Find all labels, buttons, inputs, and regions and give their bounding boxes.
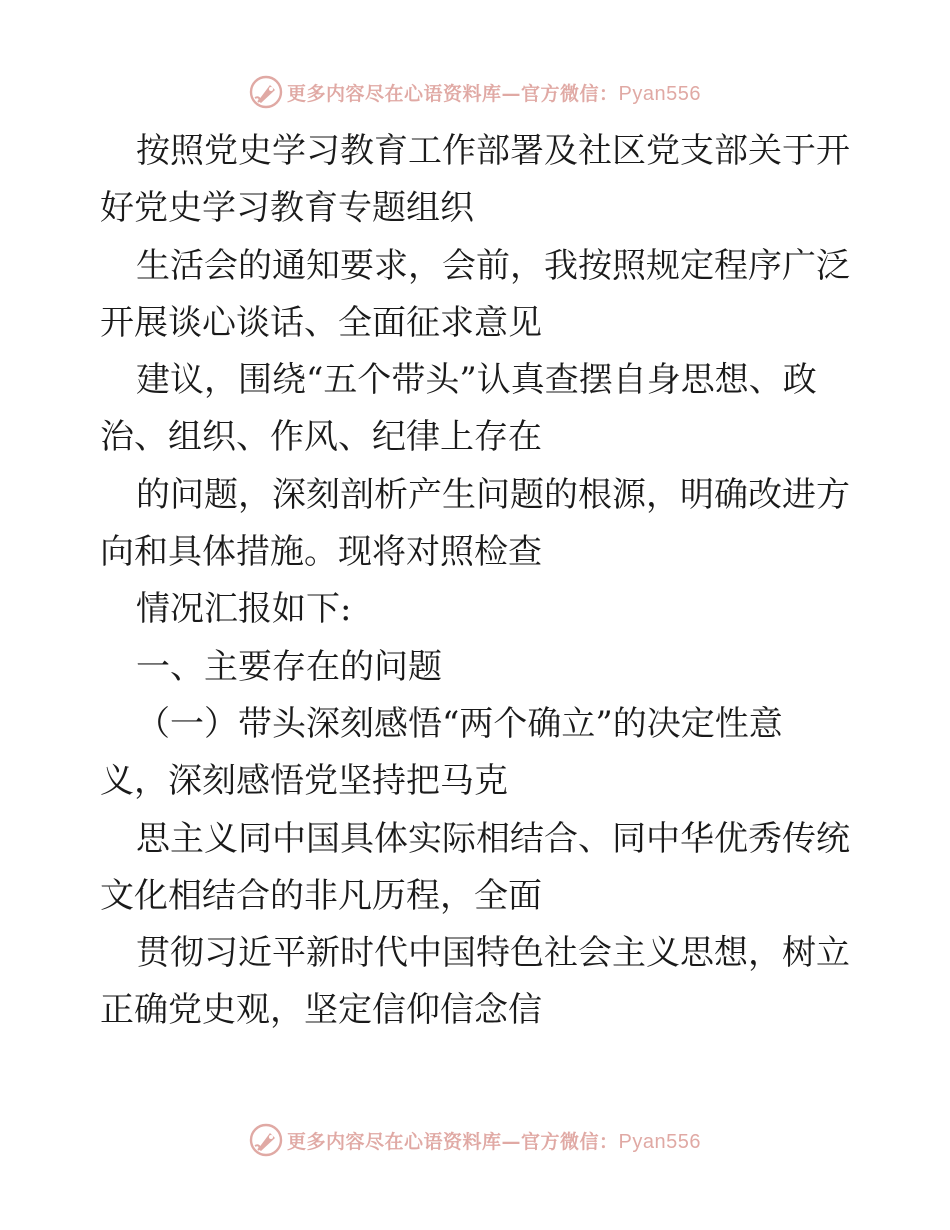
text-line: 贯彻习近平新时代中国特色社会主义思想，树立 [136, 933, 850, 974]
text-line: 一、主要存在的问题 [136, 646, 442, 687]
footer-watermark-banner [0, 1120, 950, 1160]
text-line: 建议，围绕“五个带头”认真查摆自身思想、政 [136, 360, 817, 401]
text-line: 正确党史观，坚定信仰信念信 [100, 990, 542, 1031]
watermark-text [287, 79, 701, 106]
watermark-wechat-id: Pyan556 [618, 82, 701, 105]
text-line: 生活会的通知要求，会前，我按照规定程序广泛 [136, 245, 850, 286]
watermark-wechat-id: Pyan556 [618, 1130, 701, 1153]
text-line: 向和具体措施。现将对照检查 [100, 532, 542, 573]
text-line: 治、组织、作风、纪律上存在 [100, 417, 542, 458]
text-line: 情况汇报如下: [136, 589, 352, 630]
text-line: （一）带头深刻感悟“两个确立”的决定性意 [136, 703, 783, 744]
watermark-text [287, 1127, 701, 1154]
text-line: 文化相结合的非凡历程，全面 [100, 875, 542, 916]
watermark-text-cn: 更多内容尽在心语资料库—官方微信： [287, 1130, 619, 1153]
document-body [100, 123, 860, 1040]
text-line: 开展谈心谈话、全面征求意见 [100, 302, 542, 343]
text-line: 义，深刻感悟党坚持把马克 [100, 761, 508, 802]
watermark-text-cn: 更多内容尽在心语资料库—官方微信： [287, 82, 619, 105]
text-line: 思主义同中国具体实际相结合、同中华优秀传统 [136, 818, 850, 859]
header-watermark-banner [0, 72, 950, 112]
text-line: 的问题，深刻剖析产生问题的根源，明确改进方 [136, 474, 850, 515]
pen-nib-logo-icon [249, 75, 283, 109]
text-line: 好党史学习教育专题组织 [100, 188, 474, 229]
pen-nib-logo-icon [249, 1123, 283, 1157]
text-line: 按照党史学习教育工作部署及社区党支部关于开 [136, 131, 850, 171]
